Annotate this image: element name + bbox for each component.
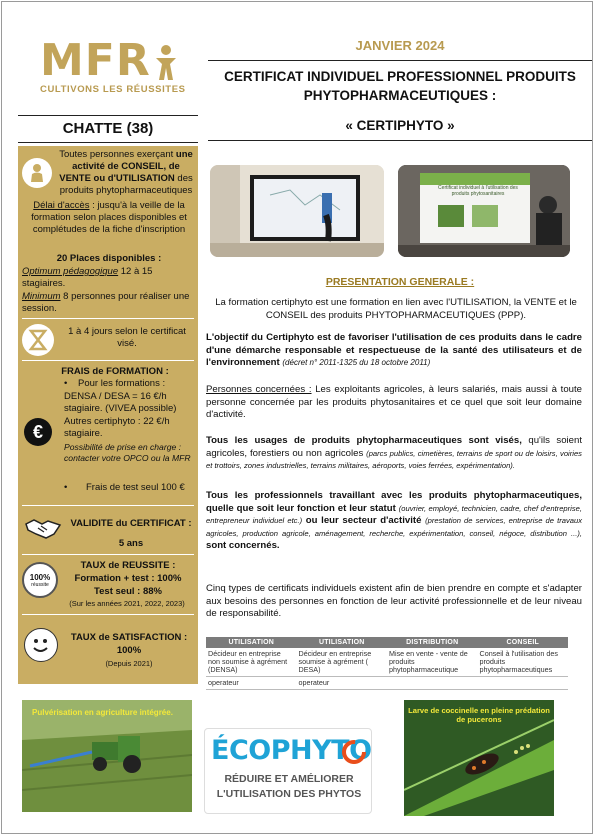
handshake-icon bbox=[24, 514, 62, 542]
logo-letters bbox=[40, 35, 190, 86]
audience-intro: Toutes personnes exerçant bbox=[59, 149, 176, 160]
leaf-icon bbox=[341, 739, 367, 765]
ecophyto-line2: L'UTILISATION DES PHYTOS bbox=[216, 788, 362, 800]
classroom-photo-left bbox=[210, 165, 384, 257]
divider bbox=[22, 505, 194, 506]
certificates-table bbox=[206, 637, 568, 690]
satisfaction-note: (Depuis 2021) bbox=[105, 659, 153, 668]
divider bbox=[208, 140, 592, 141]
divider bbox=[22, 360, 194, 361]
validity-value: 5 ans bbox=[118, 538, 144, 549]
persons-paragraph bbox=[206, 384, 582, 422]
table-row bbox=[206, 648, 568, 677]
satisfaction-title: TAUX de SATISFACTION : bbox=[70, 632, 188, 643]
fees-funding: Possibilité de prise en charge : contacter votre OPCO ou la MFR bbox=[64, 442, 191, 463]
success-note: (Sur les années 2021, 2022, 2023) bbox=[69, 599, 185, 608]
usages-lead: Tous les usages de produits phytopharmaceutiques sont visés, bbox=[206, 435, 522, 446]
access-delay bbox=[22, 200, 196, 236]
table-cell: operateur bbox=[206, 677, 297, 690]
fees-title: FRAIS de FORMATION : bbox=[61, 366, 169, 377]
euro-symbol: € bbox=[32, 422, 43, 442]
access-delay-label: Délai d'accès bbox=[33, 200, 90, 211]
divider bbox=[22, 318, 194, 319]
satisfaction-value: 100% bbox=[116, 645, 142, 656]
divider bbox=[22, 554, 194, 555]
mfr-logo bbox=[40, 35, 190, 95]
ecophyto-line1: RÉDUIRE ET AMÉLIORER bbox=[224, 773, 354, 785]
audience-activities: une activité de CONSEIL, de VENTE ou d'UTILISATION bbox=[59, 149, 193, 184]
certificates-paragraph: Cinq types de certificats individuels existent afin de bien prendre en compte et s'adapter aux besoins des personnes en fonction de leur activité professionnelle et de leur niveau de responsabilité. bbox=[206, 583, 582, 619]
access-delay-text: : jusqu'à la veille de la formation selon places disponibles et complétudes de la fiche d'inscription bbox=[31, 200, 187, 235]
professionals-lead: Tous les professionnels travaillant avec les produits phytopharmaceutiques, quelle que soit leur fonction et leur statut bbox=[206, 490, 582, 514]
smiley-icon bbox=[24, 628, 58, 662]
bullet: • bbox=[64, 482, 68, 493]
objective-paragraph bbox=[206, 332, 582, 370]
logo-letters-text: MFR bbox=[40, 35, 151, 86]
objective-text: L'objectif du Certiphyto est de favoriser l'utilisation de ces produits dans le cadre d'une démarche responsable et respectueuse de la santé des utilisateurs et de l'environnement bbox=[206, 332, 582, 368]
page-title: CERTIFICAT INDIVIDUEL PROFESSIONNEL PRODUITS PHYTOPHARMACEUTIQUES : bbox=[224, 69, 576, 103]
date-label: JANVIER 2024 bbox=[355, 38, 445, 53]
slide-title: Certificat individuel à l'utilisation des produits phytosanitaires bbox=[438, 185, 518, 197]
validity-label: VALIDITE du CERTIFICAT : bbox=[70, 518, 192, 529]
ladybird-caption: Larve de coccinelle en pleine prédation de pucerons bbox=[408, 706, 550, 724]
ecophyto-title: ÉCOPHYTO bbox=[211, 735, 372, 766]
places-optimum bbox=[22, 266, 196, 290]
places-minimum bbox=[22, 291, 196, 315]
logo-tagline: CULTIVONS LES RÉUSSITES bbox=[40, 84, 186, 95]
badge-percent: 100% bbox=[29, 573, 51, 582]
table-cell: Mise en vente - vente de produits phytopharmaceutique bbox=[387, 648, 478, 677]
classroom-photo-right bbox=[398, 165, 570, 257]
professionals-end: sont concernés. bbox=[206, 540, 280, 551]
divider bbox=[208, 60, 592, 61]
badge-sub: réussite bbox=[31, 582, 49, 588]
euro-icon bbox=[24, 418, 52, 446]
optimum-text: 12 à 15 stagiaires. bbox=[22, 266, 153, 289]
duration-text: 1 à 4 jours selon le certificat visé. bbox=[68, 326, 186, 349]
table-cell bbox=[387, 677, 478, 690]
logo-figure-icon bbox=[153, 44, 179, 80]
table-cell: Décideur en entreprise soumise à agrément ( DESA) bbox=[297, 648, 388, 677]
fees-test-only: Frais de test seul 100 € bbox=[86, 482, 185, 493]
professionals-paragraph bbox=[206, 490, 582, 553]
fees-other: Autres certiphyto : 22 €/h stagiaire. bbox=[64, 416, 170, 439]
intro-paragraph: La formation certiphyto est une formation en lien avec l'UTILISATION, la VENTE et le CONSEIL des produits PHYTOPHARMACEUTIQUES (PPP). bbox=[215, 297, 577, 321]
table-row bbox=[206, 677, 568, 690]
usages-paragraph bbox=[206, 435, 582, 473]
professionals-roles: (ouvrier, employé, technicien, cadre, chef d'entreprise, entrepreneur individuel etc.) bbox=[206, 503, 583, 525]
places-title: 20 Places disponibles : bbox=[56, 253, 162, 264]
table-header: UTILISATION bbox=[297, 637, 388, 648]
fees-densa: DENSA / DESA = 16 €/h stagiaire. (VIVEA possible) bbox=[64, 391, 177, 414]
person-icon bbox=[22, 158, 52, 188]
table-header: CONSEIL bbox=[478, 637, 569, 648]
success-training-test: Formation + test : 100% bbox=[74, 573, 182, 584]
spraying-caption: Pulvérisation en agriculture intégrée. bbox=[32, 708, 173, 717]
success-title: TAUX de REUSSITE : bbox=[80, 560, 176, 571]
table-cell: operateur bbox=[297, 677, 388, 690]
table-header: DISTRIBUTION bbox=[387, 637, 478, 648]
professionals-sector: ou leur secteur d'activité bbox=[302, 515, 426, 526]
page-subtitle: « CERTIPHYTO » bbox=[345, 118, 455, 133]
ecophyto-logo bbox=[204, 728, 372, 814]
decree-ref: (décret n° 2011-1325 du 18 octobre 2011) bbox=[282, 358, 431, 367]
ladybird-larva-photo bbox=[404, 700, 554, 816]
bullet: • bbox=[64, 378, 68, 389]
persons-label: Personnes concernées : bbox=[206, 384, 312, 395]
hourglass-icon bbox=[22, 324, 54, 356]
site-name: CHATTE (38) bbox=[18, 115, 198, 143]
audience-products: des produits phytopharmaceutiques bbox=[59, 173, 193, 196]
minimum-text: 8 personnes pour réaliser une session. bbox=[22, 291, 190, 314]
persons-text: Les exploitants agricoles, à leurs salariés, mais aussi à toute personne concernée par les produits phytosanitaires et ce quel que soit leur domaine d'activité. bbox=[206, 384, 582, 420]
section-heading: PRESENTATION GENERALE : bbox=[325, 276, 475, 288]
professionals-sector-examples: (prestation de services, entreprise de travaux agricoles, production agricole, aménagement, recherche, expérimentation, conseil, négoce, distribution ...), bbox=[206, 516, 582, 538]
success-test-only: Test seul : 88% bbox=[94, 586, 162, 597]
table-cell: Conseil à l'utilisation des produits phytopharmaceutiques bbox=[478, 648, 569, 677]
table-cell: Décideur en entreprise non soumise à agrément (DENSA) bbox=[206, 648, 297, 677]
audience-text bbox=[56, 149, 196, 197]
minimum-label: Minimum bbox=[22, 291, 61, 302]
optimum-label: Optimum pédagogique bbox=[22, 266, 119, 277]
fees-item-training: Pour les formations : bbox=[78, 378, 166, 389]
success-badge-icon bbox=[22, 562, 58, 598]
table-header: UTILISATION bbox=[206, 637, 297, 648]
usages-examples: (parcs publics, cimetières, terrains de sport ou de loisirs, voiries et trottoirs, zones industrielles, terrains militaires, aéroports, voies ferrées, expérimentation). bbox=[206, 448, 582, 470]
spraying-photo bbox=[22, 700, 192, 812]
table-cell bbox=[478, 677, 569, 690]
divider bbox=[22, 614, 194, 615]
usages-text: qu'ils soient agricoles, forestiers ou non agricoles bbox=[206, 435, 582, 459]
